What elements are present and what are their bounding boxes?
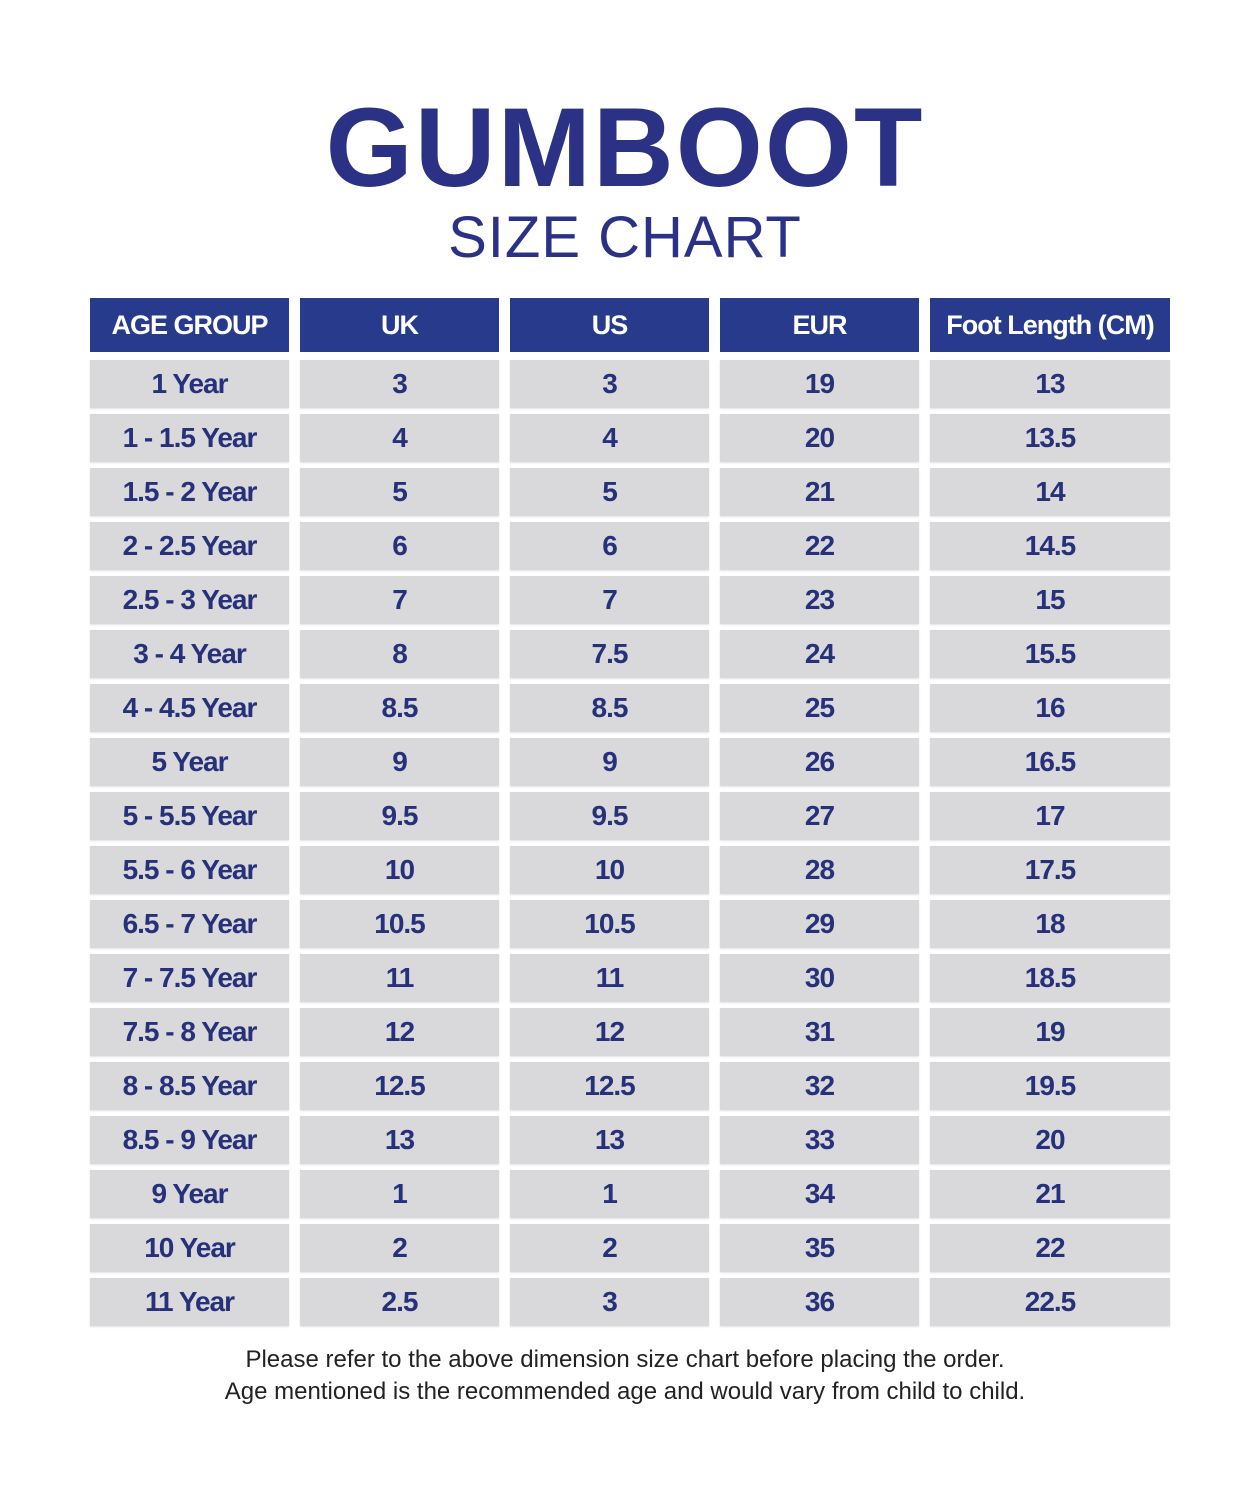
header-foot-length: Foot Length (CM) [930,298,1170,352]
cell-uk: 11 [300,954,499,1002]
page-subtitle: SIZE CHART [448,205,802,270]
cell-age-group: 7.5 - 8 Year [90,1008,289,1056]
cell-uk: 6 [300,522,499,570]
cell-age-group: 1 Year [90,360,289,408]
cell-us: 7.5 [510,630,709,678]
cell-age-group: 1.5 - 2 Year [90,468,289,516]
cell-eur: 33 [720,1116,919,1164]
cell-foot-length: 21 [930,1170,1170,1218]
table-row [90,900,1174,948]
footnote-line-1: Please refer to the above dimension size chart before placing the order. [245,1346,1005,1373]
table-row [90,684,1174,732]
cell-us: 9 [510,738,709,786]
table-row [90,846,1174,894]
table-body [90,360,1174,1326]
cell-uk: 2.5 [300,1278,499,1326]
cell-foot-length: 19.5 [930,1062,1170,1110]
cell-foot-length: 18.5 [930,954,1170,1002]
header-uk: UK [300,298,499,352]
table-row [90,1278,1174,1326]
cell-foot-length: 19 [930,1008,1170,1056]
cell-foot-length: 14.5 [930,522,1170,570]
cell-eur: 24 [720,630,919,678]
cell-uk: 9 [300,738,499,786]
cell-eur: 19 [720,360,919,408]
cell-uk: 12 [300,1008,499,1056]
cell-age-group: 2.5 - 3 Year [90,576,289,624]
cell-us: 11 [510,954,709,1002]
cell-uk: 8 [300,630,499,678]
cell-eur: 21 [720,468,919,516]
cell-us: 10 [510,846,709,894]
cell-age-group: 3 - 4 Year [90,630,289,678]
page-title: GUMBOOT [325,85,925,210]
cell-age-group: 1 - 1.5 Year [90,414,289,462]
cell-eur: 36 [720,1278,919,1326]
cell-uk: 9.5 [300,792,499,840]
header-us: US [510,298,709,352]
cell-eur: 20 [720,414,919,462]
table-row [90,360,1174,408]
cell-us: 8.5 [510,684,709,732]
table-row [90,792,1174,840]
cell-eur: 26 [720,738,919,786]
cell-age-group: 8.5 - 9 Year [90,1116,289,1164]
footnote [0,1344,1250,1408]
table-row [90,576,1174,624]
cell-age-group: 2 - 2.5 Year [90,522,289,570]
cell-age-group: 11 Year [90,1278,289,1326]
cell-us: 3 [510,360,709,408]
cell-age-group: 10 Year [90,1224,289,1272]
cell-age-group: 6.5 - 7 Year [90,900,289,948]
table-row [90,1062,1174,1110]
cell-uk: 13 [300,1116,499,1164]
cell-eur: 29 [720,900,919,948]
cell-foot-length: 22 [930,1224,1170,1272]
cell-eur: 28 [720,846,919,894]
cell-uk: 7 [300,576,499,624]
footnote-line-2: Age mentioned is the recommended age and would vary from child to child. [224,1378,1026,1405]
cell-foot-length: 22.5 [930,1278,1170,1326]
cell-eur: 35 [720,1224,919,1272]
cell-foot-length: 17 [930,792,1170,840]
cell-foot-length: 20 [930,1116,1170,1164]
table-row [90,738,1174,786]
cell-us: 6 [510,522,709,570]
cell-foot-length: 14 [930,468,1170,516]
cell-age-group: 4 - 4.5 Year [90,684,289,732]
table-row [90,522,1174,570]
cell-foot-length: 15 [930,576,1170,624]
cell-eur: 32 [720,1062,919,1110]
cell-us: 7 [510,576,709,624]
header-age-group: AGE GROUP [90,298,289,352]
table-row [90,1008,1174,1056]
cell-us: 9.5 [510,792,709,840]
table-row [90,1170,1174,1218]
cell-eur: 23 [720,576,919,624]
table-header-row [90,298,1174,352]
cell-age-group: 5.5 - 6 Year [90,846,289,894]
table-row [90,1116,1174,1164]
cell-us: 12.5 [510,1062,709,1110]
table-row [90,954,1174,1002]
cell-uk: 1 [300,1170,499,1218]
cell-us: 2 [510,1224,709,1272]
cell-foot-length: 16 [930,684,1170,732]
cell-eur: 31 [720,1008,919,1056]
cell-us: 12 [510,1008,709,1056]
size-chart-table [90,298,1174,1332]
cell-us: 1 [510,1170,709,1218]
cell-uk: 10 [300,846,499,894]
cell-us: 10.5 [510,900,709,948]
cell-uk: 8.5 [300,684,499,732]
cell-foot-length: 17.5 [930,846,1170,894]
cell-uk: 2 [300,1224,499,1272]
cell-eur: 34 [720,1170,919,1218]
cell-us: 13 [510,1116,709,1164]
cell-foot-length: 13 [930,360,1170,408]
cell-foot-length: 18 [930,900,1170,948]
cell-uk: 12.5 [300,1062,499,1110]
cell-foot-length: 16.5 [930,738,1170,786]
cell-us: 3 [510,1278,709,1326]
cell-age-group: 8 - 8.5 Year [90,1062,289,1110]
table-row [90,468,1174,516]
header-eur: EUR [720,298,919,352]
cell-uk: 10.5 [300,900,499,948]
cell-us: 4 [510,414,709,462]
cell-age-group: 9 Year [90,1170,289,1218]
cell-uk: 3 [300,360,499,408]
cell-uk: 5 [300,468,499,516]
cell-foot-length: 15.5 [930,630,1170,678]
cell-eur: 25 [720,684,919,732]
cell-eur: 22 [720,522,919,570]
cell-foot-length: 13.5 [930,414,1170,462]
cell-us: 5 [510,468,709,516]
cell-age-group: 5 Year [90,738,289,786]
cell-eur: 27 [720,792,919,840]
cell-eur: 30 [720,954,919,1002]
cell-age-group: 5 - 5.5 Year [90,792,289,840]
table-row [90,414,1174,462]
table-row [90,630,1174,678]
table-row [90,1224,1174,1272]
cell-age-group: 7 - 7.5 Year [90,954,289,1002]
cell-uk: 4 [300,414,499,462]
